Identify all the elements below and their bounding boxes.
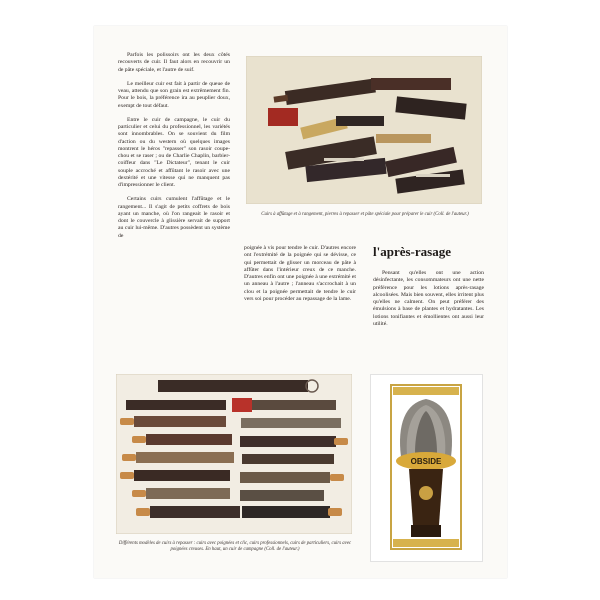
- paragraph: Pensant qu'elles ont une action désinfectante, les consommateurs ont une nette préférence pour les lotions après-rasage alcoolisées. Mais bien souvent, elles irritent plus qu'elles ne calment. On peut préférer des émulsions à base de plantes et hydratantes. Les lotions tonifiantes et émollientes ont aussi leur utilité.: [373, 270, 484, 327]
- paragraph: poignée à vis pour tendre le cuir. D'autres encore ont l'extrémité de la poignée qui se dévisse, ce qui permettait de glisser un morceau de pâte à affûter dans l'intérieur creux de ce manche. D'autres enfin ont une poignée à une extrémité et un anneau à l'autre ; l'anneau s'accrochait à un clou et la poignée permettait de tendre le cuir vers soi pour procéder au repassage de la lame.: [244, 245, 356, 302]
- text-column-1: [118, 52, 230, 247]
- brush-label: OBSIDE: [410, 457, 442, 466]
- paragraph: Entre le cuir de campagne, le cuir du particulier et celui du professionnel, les variétés sont innombrables. On se souvient du film d'action ou du western où quelques images montrent le héros "repasser" son rasoir coupe-chou et se raser ; ou de Charlie Chaplin, barbier-coiffeur dans "Le Dictateur", tenant le cuir souple accroché et affûtant le rasoir avec une dextérité et une vitesse qui ne manquent pas d'impressionner le client.: [118, 116, 230, 188]
- photo-caption-bottom: Différents modèles de cuirs à repasser : cuirs avec poignées et clic, cuirs professionnels, cuirs de particuliers, cuirs avec poignées creuses. En haut, un cuir de campagne (Coll. de l'auteur.): [118, 541, 352, 552]
- text-column-2: [244, 245, 356, 310]
- photo-caption-top: Cuirs à affûtage et à rangement, pierres à repasser et pâte spéciale pour préparer le cuir (Coll. de l'auteur.): [261, 212, 469, 217]
- paragraph: Parfois les polissoirs ont les deux côtés recouverts de cuir. Il faut alors en recouvrir un de pâte spéciale, et l'autre de suif.: [118, 52, 230, 73]
- paragraph: Certains cuirs cumulent l'affûtage et le rangement... Il s'agit de petits coffrets de bois ayant un manche, où l'on rangeait le rasoir et dont le couvercle à glissière servait de support au cuir lui-même. D'autres possèdent un système de: [118, 196, 230, 239]
- text-column-3: [373, 270, 484, 335]
- section-heading: l'après-rasage: [373, 244, 451, 259]
- paragraph: Le meilleur cuir est fait à partir de queue de veau, attendu que son grain est extrêmement fin. Pour le bois, la préférence ira au peuplier doux, exempt de tout défaut.: [118, 80, 230, 109]
- photo-strops-and-stones: [246, 56, 482, 204]
- photo-strop-models: [116, 374, 352, 534]
- photo-shaving-brush: [370, 374, 483, 562]
